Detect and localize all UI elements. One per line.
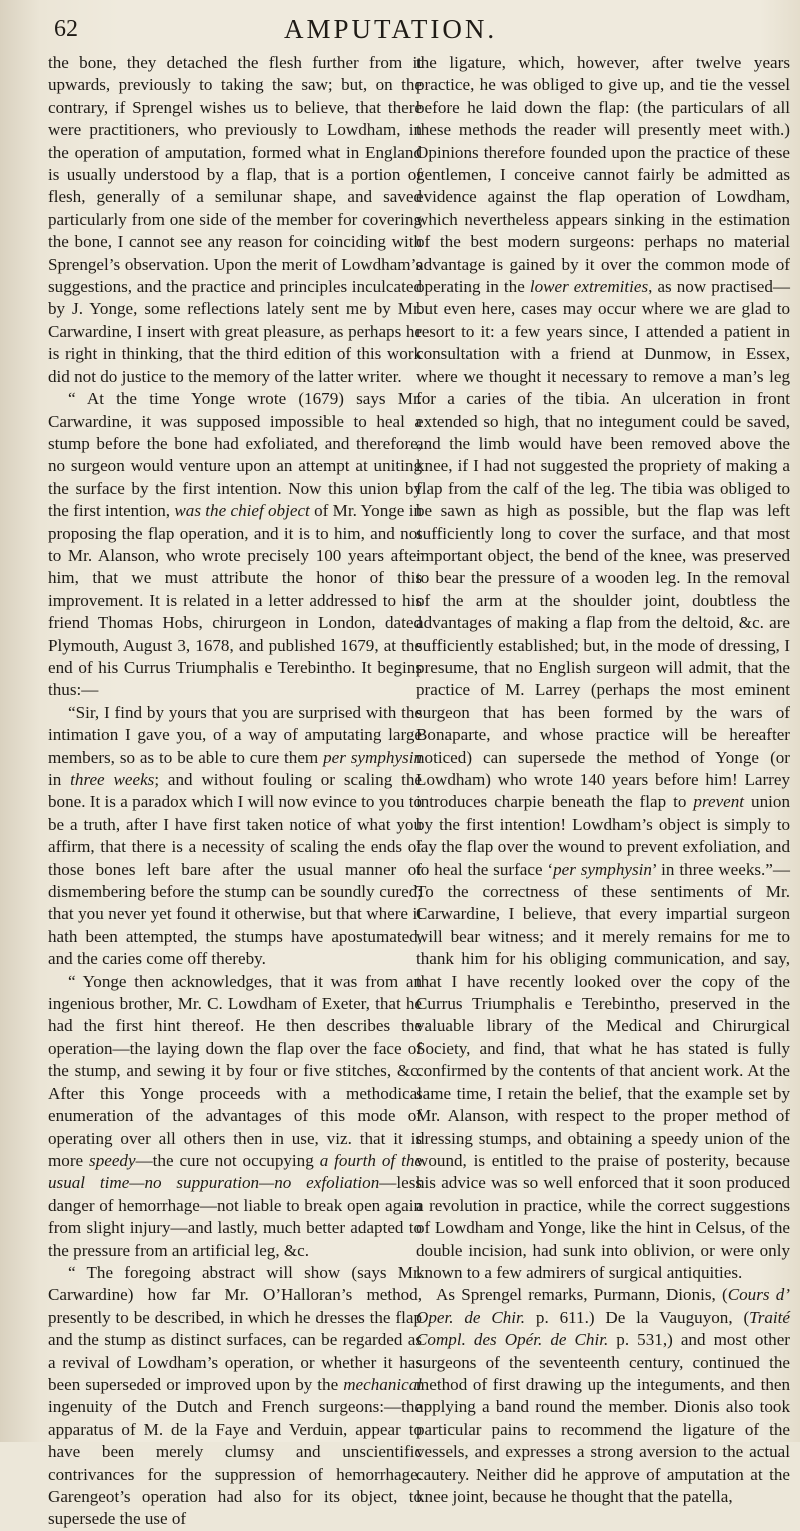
page-header [46, 14, 766, 46]
paragraph: the bone, they detached the flesh further from it upwards, previously to taking the saw; but, on the contrary, if Sprengel wishes us to believe, that there were practitioners, who previously to Lowdham, in the operation of amputation, formed what in England is usually understood by a flap, that is a portion of flesh, generally of a semilunar shape, and saved particularly from one side of the member for covering the bone, I cannot see any reason for coinciding with Sprengel’s observation. Upon the merit of Lowdham’s suggestions, and the practice and principles inculcated by J. Yonge, some reflections lately sent me by Mr. Carwardine, I insert with great pleasure, as perhaps he is right in thinking, that the third edition of this work did not do justice to the memory of the latter writer. [48, 53, 422, 386]
paragraph: “ At the time Yonge wrote (1679) says Mr. Carwardine, it was supposed impossible to heal a stump before the bone had exfoliated, and therefore, no surgeon would venture upon an attempt at uniting the surface by the first intention. Now this union by the first intention, was the chief object of Mr. Yonge in proposing the flap operation, and it is to him, and not to Mr. Alanson, who wrote precisely 100 years after him, that we must attribute the honor of this improvement. It is related in a letter addressed to his friend Thomas Hobs, chirurgeon in London, dated Plymouth, August 3, 1678, and published 1679, at the end of his Currus Triumphalis e Terebintho. It begins thus:— [48, 389, 422, 700]
running-head: AMPUTATION. [284, 14, 498, 44]
paragraph: “ Yonge then acknowledges, that it was from an ingenious brother, Mr. C. Lowdham of Exeter, that he had the first hint thereof. He then describes the operation—the laying down the flap over the face of the stump, and sewing it by four or five stitches, &c. After this Yonge proceeds with a methodical enumeration of the advantages of this mode of operating over all others then in use, viz. that it is more speedy—the cure not occupying a fourth of the usual time—no suppuration—no exfoliation—less danger of hemorrhage—not liable to break open again from slight injury—and lastly, much better adapted to the pressure from an artificial leg, &c. [48, 971, 422, 1260]
right-column [416, 52, 790, 1508]
left-column [48, 52, 422, 1531]
paragraph: “ The foregoing abstract will show (says Mr. Carwardine) how far Mr. O’Halloran’s method, presently to be described, in which he dresses the flap and the stump as distinct surfaces, can be regarded as a revival of Lowdham’s operation, or whether it has been superseded or improved upon by the mechanical ingenuity of the Dutch and French surgeons:—the apparatus of M. de la Faye and Verduin, appear to have been merely clumsy and unscientific contrivances for the suppression of hemorrhage. Garengeot’s operation had also for its object, to supersede the use of [48, 1262, 422, 1529]
page-number: 62 [54, 16, 78, 42]
paragraph: “Sir, I find by yours that you are surprised with the intimation I gave you, of a way of amputating large members, so as to be able to cure them per symphysin in three weeks; and without fouling or scaling the bone. It is a paradox which I will now evince to you to be a truth, after I have first taken notice of what you affirm, that there is a necessity of scaling the ends of those bones left bare after the usual manner of dismembering before the stump can be soundly cured; that you never yet found it otherwise, but that where it hath been attempted, the stumps have apostumated, and the caries come off thereby. [48, 702, 422, 969]
paragraph: As Sprengel remarks, Purmann, Dionis, (Cours d’ Oper. de Chir. p. 611.) De la Vauguyon, (Traité Compl. des Opér. de Chir. p. 531,) and most other surgeons of the seventeenth century, continued the method of first drawing up the integuments, and then applying a band round the member. Dionis also took particular pains to recommend the ligature of the vessels, and expresses a strong aversion to the actual cautery. Neither did he approve of amputation at the knee joint, because he thought that the patella, [416, 1285, 790, 1506]
paragraph: the ligature, which, however, after twelve years practice, he was obliged to give up, and tie the vessel before he laid down the flap: (the particulars of all these methods the reader will presently meet with.) Opinions therefore founded upon the practice of these gentlemen, I conceive cannot fairly be admitted as evidence against the flap operation of Lowdham, which nevertheless appears sinking in the estimation of the best modern surgeons: perhaps no material advantage is gained by it over the common mode of operating in the lower extremities, as now practised—but even here, cases may occur where we are glad to resort to it: a few years since, I attended a patient in consultation with a friend at Dunmow, in Essex, where we thought it necessary to remove a man’s leg for a caries of the tibia. An ulceration in front extended so high, that no integument could be saved, and the limb would have been removed above the knee, if I had not suggested the propriety of making a flap from the calf of the leg. The tibia was obliged to be sawn as high as possible, but the flap was left sufficiently long to cover the surface, and that most important object, the bend of the knee, was preserved to bear the pressure of a wooden leg. In the removal of the arm at the shoulder joint, doubtless the advantages of making a flap from the deltoid, &c. are sufficiently established; but, in the mode of dressing, I presume, that no English surgeon will admit, that the practice of M. Larrey (perhaps the most eminent surgeon that has been formed by the wars of Bonaparte, and whose practice will be hereafter noticed) can supersede the method of Yonge (or Lowdham) who wrote 140 years before him! Larrey introduces charpie beneath the flap to prevent union by the first intention! Lowdham’s object is simply to lay the flap over the wound to prevent exfoliation, and to heal the surface ‘per symphysin’ in three weeks.”—To the correctness of these sentiments of Mr. Carwardine, I believe, that every impartial surgeon will bear witness; and it merely remains for me to thank him for his obliging communication, and say, that I have recently looked over the copy of the Currus Triumphalis e Terebintho, preserved in the valuable library of the Medical and Chirurgical Society, and find, that what he has stated is fully confirmed by the contents of that ancient work. At the same time, I retain the belief, that the example set by Mr. Alanson, with respect to the proper method of dressing stumps, and obtaining a speedy union of the wound, is entitled to the praise of posterity, because his advice was so well enforced that it soon produced a revolution in practice, while the correct suggestions of Lowdham and Yonge, like the hint in Celsus, of the double incision, had sunk into oblivion, or were only known to a few admirers of surgical antiquities. [416, 53, 790, 1282]
